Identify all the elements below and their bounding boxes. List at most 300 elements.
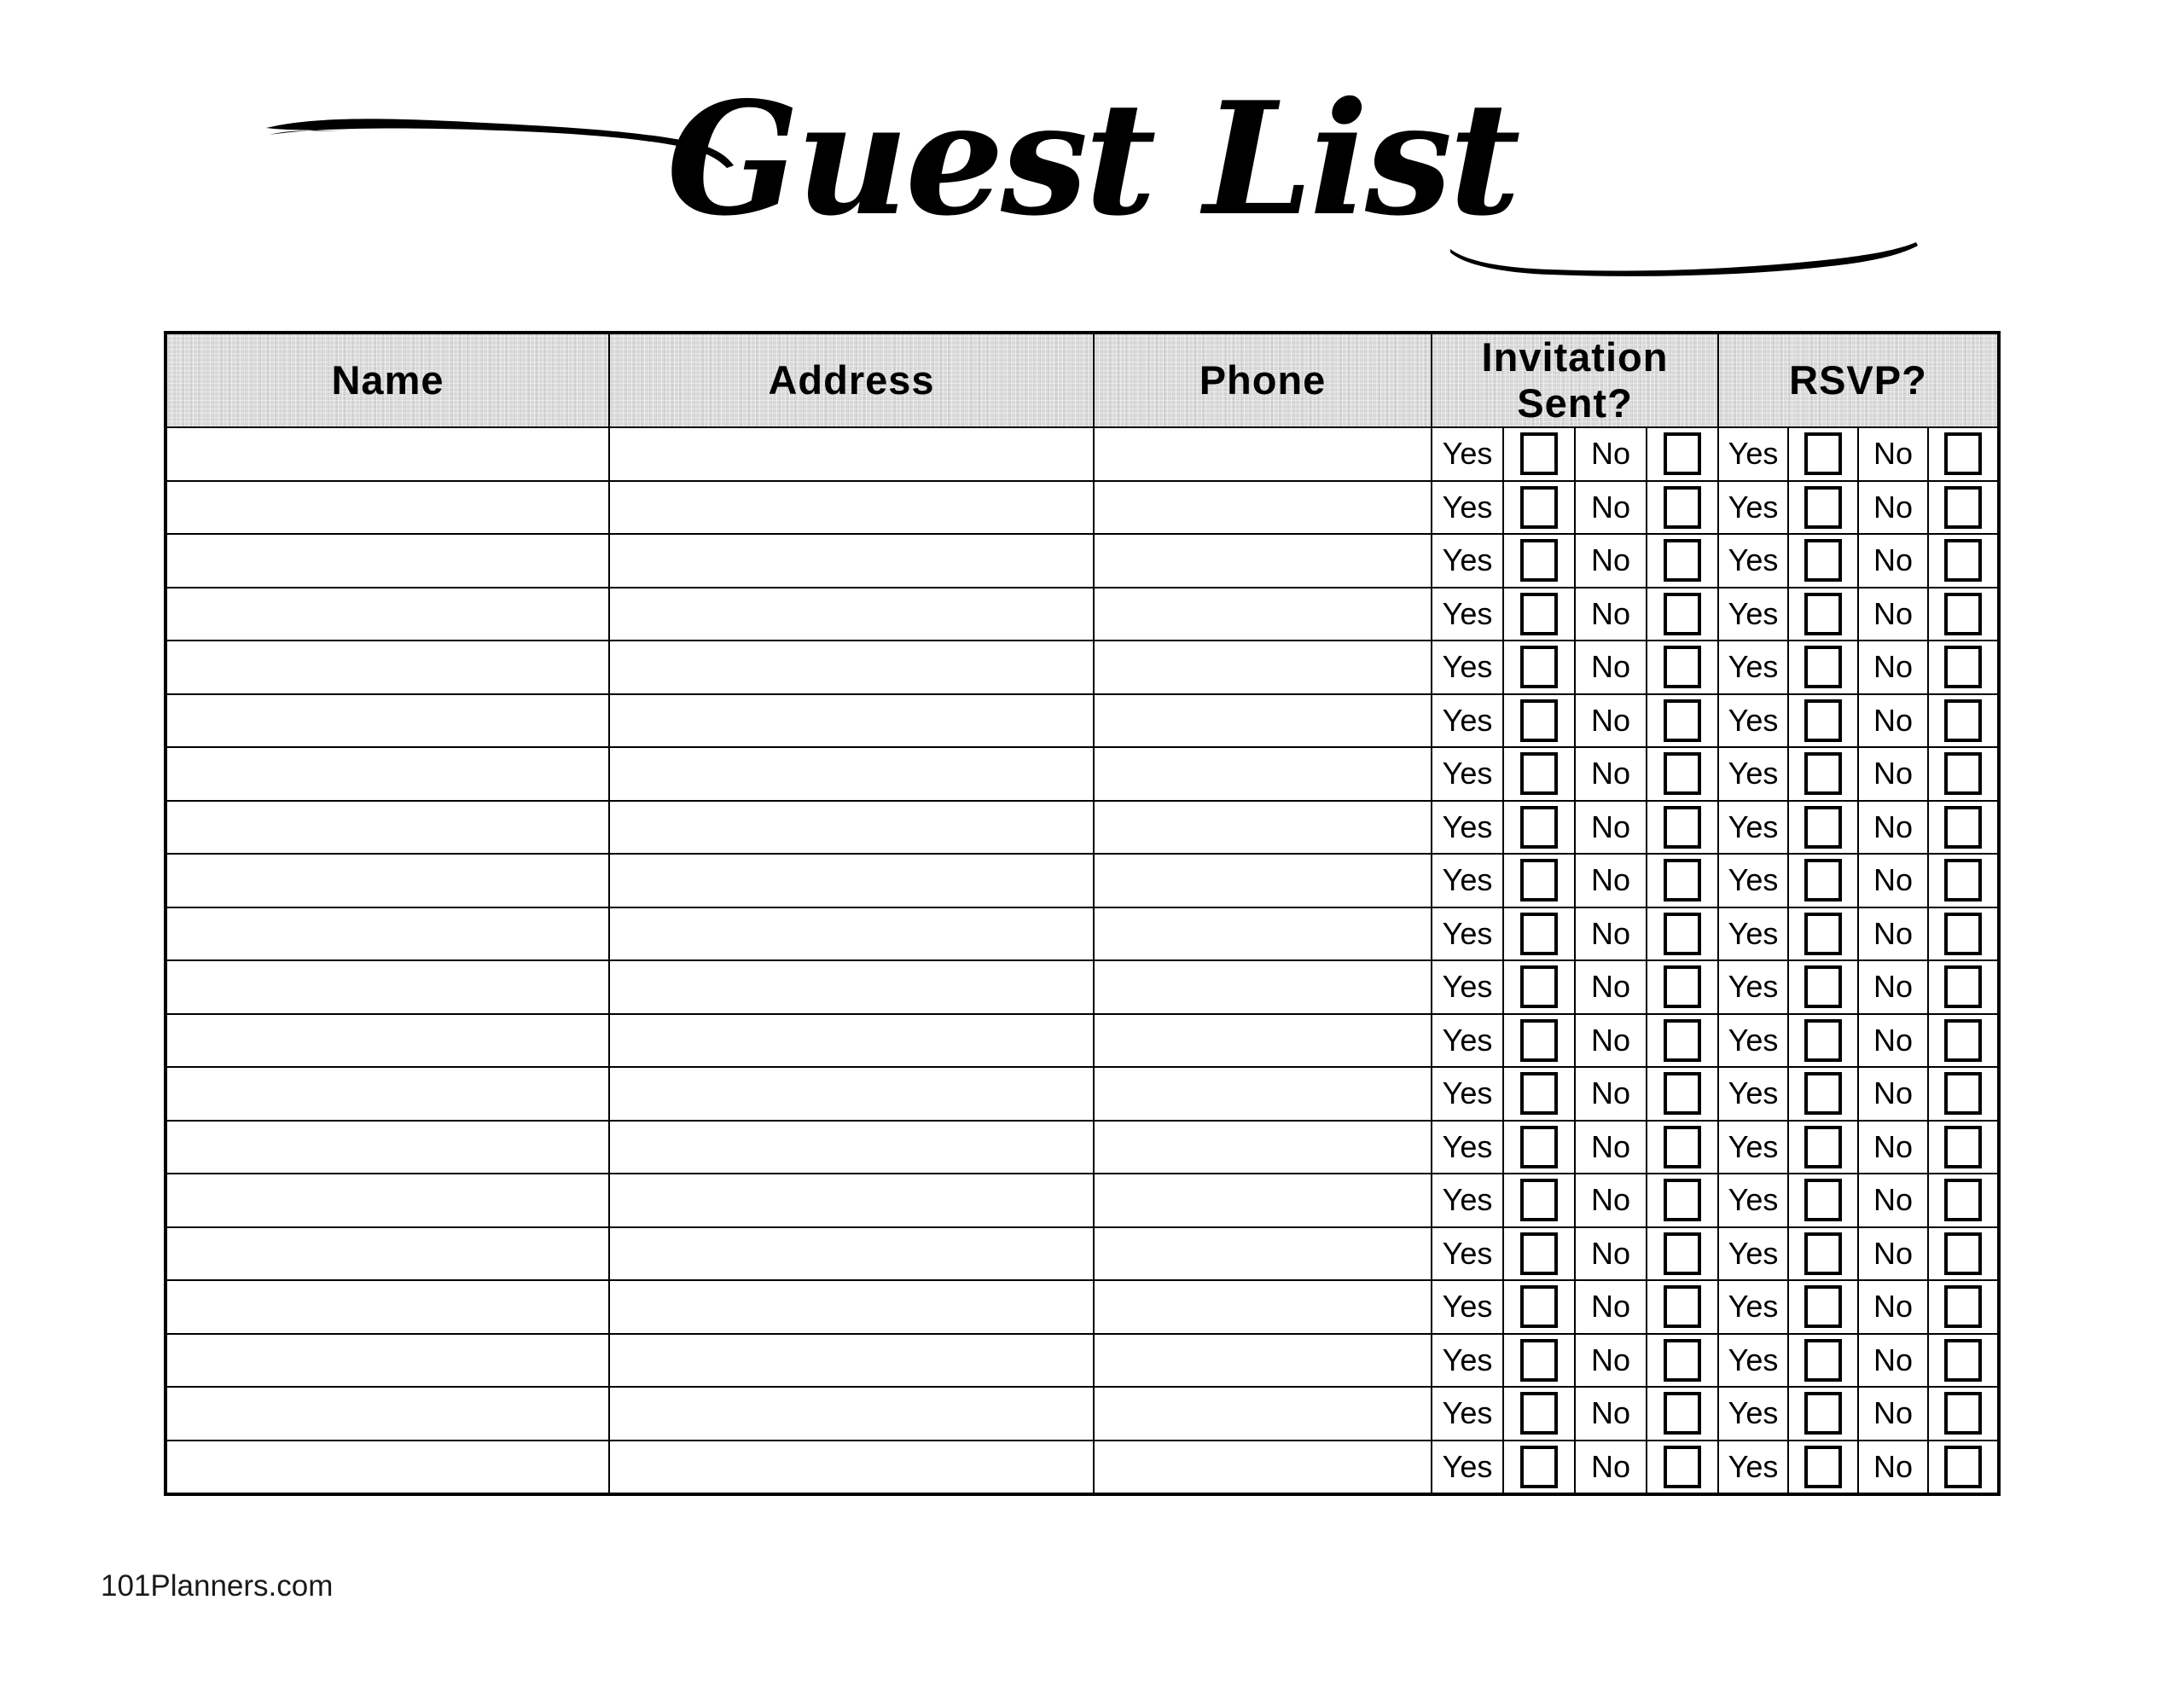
rsvp-no-checkbox[interactable] — [1944, 1285, 1982, 1328]
address-cell[interactable] — [609, 1441, 1094, 1495]
rsvp-yes-checkbox[interactable] — [1804, 913, 1842, 955]
rsvp-yes-label: Yes — [1718, 641, 1788, 694]
invitation-yes-checkbox[interactable] — [1520, 646, 1558, 688]
rsvp-yes-label: Yes — [1718, 747, 1788, 801]
invitation-no-checkbox[interactable] — [1664, 1179, 1701, 1221]
rsvp-no-checkbox[interactable] — [1944, 486, 1982, 529]
name-cell[interactable] — [166, 1014, 609, 1068]
address-cell[interactable] — [609, 1227, 1094, 1281]
invitation-no-cell — [1647, 1014, 1718, 1068]
address-cell[interactable] — [609, 1174, 1094, 1227]
rsvp-yes-checkbox[interactable] — [1804, 539, 1842, 582]
name-cell[interactable] — [166, 1441, 609, 1495]
invitation-yes-label: Yes — [1432, 1441, 1503, 1495]
rsvp-no-checkbox[interactable] — [1944, 859, 1982, 901]
invitation-yes-cell — [1503, 1334, 1575, 1388]
rsvp-no-checkbox[interactable] — [1944, 699, 1982, 742]
rsvp-no-label: No — [1858, 1067, 1928, 1121]
rsvp-no-label: No — [1858, 854, 1928, 907]
rsvp-no-cell — [1928, 427, 1999, 481]
rsvp-no-label: No — [1858, 694, 1928, 748]
rsvp-yes-label: Yes — [1718, 1334, 1788, 1388]
invitation-no-cell — [1647, 1121, 1718, 1174]
rsvp-yes-checkbox[interactable] — [1804, 1019, 1842, 1062]
address-cell[interactable] — [609, 694, 1094, 748]
invitation-yes-label: Yes — [1432, 427, 1503, 481]
name-cell[interactable] — [166, 588, 609, 641]
invitation-no-label: No — [1575, 1121, 1647, 1174]
invitation-no-label: No — [1575, 694, 1647, 748]
rsvp-yes-label: Yes — [1718, 1280, 1788, 1334]
name-cell[interactable] — [166, 801, 609, 855]
rsvp-yes-cell — [1788, 694, 1858, 748]
address-cell[interactable] — [609, 1334, 1094, 1388]
guest-row — [166, 960, 1999, 1014]
rsvp-no-cell — [1928, 801, 1999, 855]
rsvp-no-label: No — [1858, 960, 1928, 1014]
invitation-no-cell — [1647, 1334, 1718, 1388]
address-cell[interactable] — [609, 641, 1094, 694]
rsvp-yes-cell — [1788, 907, 1858, 961]
rsvp-yes-checkbox[interactable] — [1804, 1126, 1842, 1168]
rsvp-no-label: No — [1858, 588, 1928, 641]
invitation-yes-checkbox[interactable] — [1520, 1179, 1558, 1221]
rsvp-yes-checkbox[interactable] — [1804, 1446, 1842, 1488]
phone-cell[interactable] — [1094, 481, 1432, 535]
name-cell[interactable] — [166, 1067, 609, 1121]
invitation-yes-label: Yes — [1432, 1067, 1503, 1121]
invitation-yes-checkbox[interactable] — [1520, 965, 1558, 1008]
invitation-no-checkbox[interactable] — [1664, 1232, 1701, 1275]
rsvp-no-checkbox[interactable] — [1944, 593, 1982, 635]
phone-cell[interactable] — [1094, 960, 1432, 1014]
invitation-yes-label: Yes — [1432, 534, 1503, 588]
invitation-yes-checkbox[interactable] — [1520, 1392, 1558, 1435]
rsvp-no-checkbox[interactable] — [1944, 1126, 1982, 1168]
invitation-no-checkbox[interactable] — [1664, 646, 1701, 688]
rsvp-yes-cell — [1788, 1441, 1858, 1495]
invitation-no-label: No — [1575, 1067, 1647, 1121]
address-cell[interactable] — [609, 427, 1094, 481]
invitation-yes-label: Yes — [1432, 1280, 1503, 1334]
rsvp-yes-label: Yes — [1718, 960, 1788, 1014]
rsvp-yes-cell — [1788, 427, 1858, 481]
guest-row — [166, 694, 1999, 748]
rsvp-yes-cell — [1788, 588, 1858, 641]
name-cell[interactable] — [166, 641, 609, 694]
rsvp-no-checkbox[interactable] — [1944, 1072, 1982, 1115]
rsvp-no-cell — [1928, 1014, 1999, 1068]
rsvp-yes-checkbox[interactable] — [1804, 1072, 1842, 1115]
name-cell[interactable] — [166, 1174, 609, 1227]
rsvp-yes-label: Yes — [1718, 801, 1788, 855]
phone-cell[interactable] — [1094, 1334, 1432, 1388]
rsvp-no-checkbox[interactable] — [1944, 1019, 1982, 1062]
rsvp-no-label: No — [1858, 907, 1928, 961]
rsvp-no-checkbox[interactable] — [1944, 539, 1982, 582]
rsvp-no-checkbox[interactable] — [1944, 1392, 1982, 1435]
invitation-yes-cell — [1503, 534, 1575, 588]
phone-cell[interactable] — [1094, 1441, 1432, 1495]
rsvp-no-checkbox[interactable] — [1944, 1179, 1982, 1221]
rsvp-no-label: No — [1858, 1441, 1928, 1495]
invitation-no-cell — [1647, 907, 1718, 961]
rsvp-no-label: No — [1858, 1014, 1928, 1068]
name-cell[interactable] — [166, 427, 609, 481]
name-cell[interactable] — [166, 1334, 609, 1388]
invitation-no-label: No — [1575, 907, 1647, 961]
rsvp-no-cell — [1928, 641, 1999, 694]
name-cell[interactable] — [166, 854, 609, 907]
header-address: Address — [609, 333, 1094, 427]
invitation-no-cell — [1647, 1174, 1718, 1227]
header-rsvp: RSVP? — [1718, 333, 1999, 427]
invitation-yes-checkbox[interactable] — [1520, 806, 1558, 849]
name-cell[interactable] — [166, 1227, 609, 1281]
rsvp-yes-label: Yes — [1718, 481, 1788, 535]
invitation-yes-cell — [1503, 1280, 1575, 1334]
invitation-no-checkbox[interactable] — [1664, 1126, 1701, 1168]
invitation-no-checkbox[interactable] — [1664, 593, 1701, 635]
invitation-no-label: No — [1575, 534, 1647, 588]
guest-row — [166, 588, 1999, 641]
invitation-yes-cell — [1503, 1387, 1575, 1441]
rsvp-no-label: No — [1858, 1334, 1928, 1388]
rsvp-yes-checkbox[interactable] — [1804, 699, 1842, 742]
rsvp-no-cell — [1928, 481, 1999, 535]
invitation-yes-cell — [1503, 801, 1575, 855]
phone-cell[interactable] — [1094, 1387, 1432, 1441]
address-cell[interactable] — [609, 481, 1094, 535]
invitation-yes-checkbox[interactable] — [1520, 1019, 1558, 1062]
rsvp-yes-label: Yes — [1718, 694, 1788, 748]
invitation-no-label: No — [1575, 801, 1647, 855]
invitation-yes-cell — [1503, 1014, 1575, 1068]
invitation-yes-label: Yes — [1432, 907, 1503, 961]
invitation-yes-label: Yes — [1432, 1174, 1503, 1227]
invitation-no-label: No — [1575, 1441, 1647, 1495]
rsvp-yes-label: Yes — [1718, 534, 1788, 588]
rsvp-yes-checkbox[interactable] — [1804, 646, 1842, 688]
rsvp-yes-cell — [1788, 1174, 1858, 1227]
invitation-no-cell — [1647, 801, 1718, 855]
rsvp-yes-label: Yes — [1718, 907, 1788, 961]
rsvp-yes-label: Yes — [1718, 854, 1788, 907]
rsvp-no-cell — [1928, 534, 1999, 588]
guest-row — [166, 1067, 1999, 1121]
address-cell[interactable] — [609, 1014, 1094, 1068]
invitation-no-label: No — [1575, 960, 1647, 1014]
rsvp-yes-label: Yes — [1718, 1121, 1788, 1174]
invitation-no-label: No — [1575, 1174, 1647, 1227]
guest-row — [166, 1174, 1999, 1227]
invitation-yes-label: Yes — [1432, 747, 1503, 801]
invitation-yes-cell — [1503, 588, 1575, 641]
rsvp-no-label: No — [1858, 1227, 1928, 1281]
address-cell[interactable] — [609, 1280, 1094, 1334]
rsvp-yes-checkbox[interactable] — [1804, 486, 1842, 529]
guest-row — [166, 534, 1999, 588]
phone-cell[interactable] — [1094, 1067, 1432, 1121]
title-section — [0, 0, 2184, 324]
rsvp-yes-checkbox[interactable] — [1804, 965, 1842, 1008]
rsvp-yes-cell — [1788, 1121, 1858, 1174]
invitation-yes-label: Yes — [1432, 1014, 1503, 1068]
rsvp-yes-cell — [1788, 1280, 1858, 1334]
rsvp-no-checkbox[interactable] — [1944, 965, 1982, 1008]
rsvp-yes-checkbox[interactable] — [1804, 752, 1842, 795]
invitation-no-cell — [1647, 534, 1718, 588]
site-credit: 101Planners.com — [101, 1569, 334, 1603]
invitation-yes-label: Yes — [1432, 641, 1503, 694]
guest-row — [166, 641, 1999, 694]
rsvp-yes-cell — [1788, 801, 1858, 855]
rsvp-no-label: No — [1858, 801, 1928, 855]
right-flourish-icon — [1449, 223, 1920, 278]
invitation-no-checkbox[interactable] — [1664, 1446, 1701, 1488]
invitation-no-checkbox[interactable] — [1664, 859, 1701, 901]
invitation-yes-label: Yes — [1432, 960, 1503, 1014]
rsvp-no-label: No — [1858, 534, 1928, 588]
invitation-yes-label: Yes — [1432, 1227, 1503, 1281]
rsvp-yes-label: Yes — [1718, 1067, 1788, 1121]
phone-cell[interactable] — [1094, 641, 1432, 694]
table-body — [166, 427, 1999, 1494]
rsvp-no-cell — [1928, 1334, 1999, 1388]
name-cell[interactable] — [166, 1121, 609, 1174]
phone-cell[interactable] — [1094, 1121, 1432, 1174]
guest-row — [166, 1387, 1999, 1441]
invitation-no-cell — [1647, 588, 1718, 641]
invitation-no-label: No — [1575, 641, 1647, 694]
rsvp-no-cell — [1928, 907, 1999, 961]
rsvp-no-cell — [1928, 694, 1999, 748]
address-cell[interactable] — [609, 801, 1094, 855]
rsvp-no-checkbox[interactable] — [1944, 1446, 1982, 1488]
invitation-yes-cell — [1503, 1174, 1575, 1227]
invitation-no-checkbox[interactable] — [1664, 1392, 1701, 1435]
rsvp-no-checkbox[interactable] — [1944, 752, 1982, 795]
invitation-yes-checkbox[interactable] — [1520, 859, 1558, 901]
page-title: Guest List — [666, 67, 1518, 250]
phone-cell[interactable] — [1094, 427, 1432, 481]
invitation-no-label: No — [1575, 588, 1647, 641]
invitation-yes-checkbox[interactable] — [1520, 486, 1558, 529]
invitation-no-checkbox[interactable] — [1664, 539, 1701, 582]
invitation-yes-cell — [1503, 641, 1575, 694]
rsvp-yes-checkbox[interactable] — [1804, 1179, 1842, 1221]
guest-row — [166, 1121, 1999, 1174]
invitation-yes-cell — [1503, 1441, 1575, 1495]
rsvp-no-cell — [1928, 747, 1999, 801]
rsvp-no-label: No — [1858, 1121, 1928, 1174]
rsvp-yes-checkbox[interactable] — [1804, 1232, 1842, 1275]
phone-cell[interactable] — [1094, 907, 1432, 961]
address-cell[interactable] — [609, 534, 1094, 588]
address-cell[interactable] — [609, 907, 1094, 961]
invitation-no-label: No — [1575, 481, 1647, 535]
rsvp-no-cell — [1928, 588, 1999, 641]
rsvp-yes-checkbox[interactable] — [1804, 859, 1842, 901]
invitation-no-cell — [1647, 694, 1718, 748]
rsvp-no-cell — [1928, 1280, 1999, 1334]
guest-row — [166, 481, 1999, 535]
phone-cell[interactable] — [1094, 534, 1432, 588]
header-name: Name — [166, 333, 609, 427]
header-invitation-sent: Invitation Sent? — [1432, 333, 1718, 427]
guest-row — [166, 427, 1999, 481]
invitation-no-label: No — [1575, 1014, 1647, 1068]
phone-cell[interactable] — [1094, 694, 1432, 748]
invitation-no-cell — [1647, 1387, 1718, 1441]
address-cell[interactable] — [609, 1121, 1094, 1174]
guest-row — [166, 1227, 1999, 1281]
rsvp-no-label: No — [1858, 641, 1928, 694]
invitation-yes-checkbox[interactable] — [1520, 1072, 1558, 1115]
rsvp-yes-cell — [1788, 960, 1858, 1014]
invitation-no-checkbox[interactable] — [1664, 432, 1701, 475]
rsvp-no-cell — [1928, 854, 1999, 907]
rsvp-no-label: No — [1858, 1387, 1928, 1441]
invitation-yes-checkbox[interactable] — [1520, 1232, 1558, 1275]
rsvp-yes-label: Yes — [1718, 1441, 1788, 1495]
invitation-no-label: No — [1575, 1227, 1647, 1281]
invitation-yes-checkbox[interactable] — [1520, 1339, 1558, 1382]
invitation-no-checkbox[interactable] — [1664, 752, 1701, 795]
rsvp-yes-label: Yes — [1718, 1174, 1788, 1227]
invitation-no-cell — [1647, 1067, 1718, 1121]
rsvp-no-checkbox[interactable] — [1944, 646, 1982, 688]
invitation-no-checkbox[interactable] — [1664, 806, 1701, 849]
rsvp-yes-label: Yes — [1718, 588, 1788, 641]
rsvp-yes-label: Yes — [1718, 427, 1788, 481]
invitation-yes-checkbox[interactable] — [1520, 752, 1558, 795]
address-cell[interactable] — [609, 747, 1094, 801]
name-cell[interactable] — [166, 534, 609, 588]
invitation-no-label: No — [1575, 747, 1647, 801]
rsvp-yes-checkbox[interactable] — [1804, 1392, 1842, 1435]
rsvp-no-checkbox[interactable] — [1944, 432, 1982, 475]
phone-cell[interactable] — [1094, 1174, 1432, 1227]
name-cell[interactable] — [166, 747, 609, 801]
invitation-no-checkbox[interactable] — [1664, 913, 1701, 955]
name-cell[interactable] — [166, 1387, 609, 1441]
rsvp-yes-cell — [1788, 534, 1858, 588]
name-cell[interactable] — [166, 960, 609, 1014]
rsvp-no-label: No — [1858, 427, 1928, 481]
invitation-yes-checkbox[interactable] — [1520, 699, 1558, 742]
phone-cell[interactable] — [1094, 588, 1432, 641]
invitation-no-checkbox[interactable] — [1664, 1339, 1701, 1382]
guest-row — [166, 907, 1999, 961]
invitation-yes-checkbox[interactable] — [1520, 1285, 1558, 1328]
guest-row — [166, 1441, 1999, 1495]
rsvp-yes-checkbox[interactable] — [1804, 1285, 1842, 1328]
rsvp-no-checkbox[interactable] — [1944, 1339, 1982, 1382]
invitation-yes-cell — [1503, 481, 1575, 535]
invitation-yes-label: Yes — [1432, 1387, 1503, 1441]
phone-cell[interactable] — [1094, 747, 1432, 801]
invitation-yes-checkbox[interactable] — [1520, 1446, 1558, 1488]
guest-list-table — [164, 331, 2001, 1496]
rsvp-yes-cell — [1788, 747, 1858, 801]
invitation-no-checkbox[interactable] — [1664, 486, 1701, 529]
rsvp-yes-cell — [1788, 1067, 1858, 1121]
invitation-yes-checkbox[interactable] — [1520, 913, 1558, 955]
address-cell[interactable] — [609, 1387, 1094, 1441]
name-cell[interactable] — [166, 907, 609, 961]
invitation-yes-label: Yes — [1432, 1334, 1503, 1388]
invitation-yes-checkbox[interactable] — [1520, 432, 1558, 475]
invitation-no-checkbox[interactable] — [1664, 1072, 1701, 1115]
rsvp-no-cell — [1928, 1387, 1999, 1441]
invitation-no-checkbox[interactable] — [1664, 965, 1701, 1008]
rsvp-yes-checkbox[interactable] — [1804, 593, 1842, 635]
invitation-no-cell — [1647, 641, 1718, 694]
address-cell[interactable] — [609, 1067, 1094, 1121]
rsvp-no-cell — [1928, 1441, 1999, 1495]
rsvp-yes-cell — [1788, 1014, 1858, 1068]
invitation-yes-cell — [1503, 1227, 1575, 1281]
rsvp-yes-checkbox[interactable] — [1804, 432, 1842, 475]
address-cell[interactable] — [609, 854, 1094, 907]
name-cell[interactable] — [166, 1280, 609, 1334]
rsvp-no-label: No — [1858, 481, 1928, 535]
invitation-yes-label: Yes — [1432, 854, 1503, 907]
phone-cell[interactable] — [1094, 854, 1432, 907]
rsvp-no-cell — [1928, 1067, 1999, 1121]
guest-row — [166, 854, 1999, 907]
phone-cell[interactable] — [1094, 801, 1432, 855]
rsvp-no-checkbox[interactable] — [1944, 1232, 1982, 1275]
rsvp-yes-cell — [1788, 641, 1858, 694]
invitation-yes-checkbox[interactable] — [1520, 593, 1558, 635]
name-cell[interactable] — [166, 694, 609, 748]
rsvp-no-cell — [1928, 1121, 1999, 1174]
rsvp-yes-cell — [1788, 1387, 1858, 1441]
guest-row — [166, 1280, 1999, 1334]
rsvp-no-label: No — [1858, 1280, 1928, 1334]
rsvp-no-checkbox[interactable] — [1944, 913, 1982, 955]
rsvp-yes-cell — [1788, 854, 1858, 907]
invitation-yes-cell — [1503, 427, 1575, 481]
rsvp-no-cell — [1928, 1174, 1999, 1227]
address-cell[interactable] — [609, 960, 1094, 1014]
invitation-yes-label: Yes — [1432, 1121, 1503, 1174]
invitation-yes-cell — [1503, 907, 1575, 961]
invitation-yes-checkbox[interactable] — [1520, 1126, 1558, 1168]
invitation-no-cell — [1647, 427, 1718, 481]
invitation-yes-checkbox[interactable] — [1520, 539, 1558, 582]
invitation-no-cell — [1647, 1280, 1718, 1334]
invitation-no-checkbox[interactable] — [1664, 1285, 1701, 1328]
invitation-yes-cell — [1503, 1121, 1575, 1174]
invitation-no-label: No — [1575, 1334, 1647, 1388]
invitation-no-checkbox[interactable] — [1664, 699, 1701, 742]
invitation-no-checkbox[interactable] — [1664, 1019, 1701, 1062]
phone-cell[interactable] — [1094, 1227, 1432, 1281]
phone-cell[interactable] — [1094, 1280, 1432, 1334]
rsvp-yes-checkbox[interactable] — [1804, 806, 1842, 849]
rsvp-yes-checkbox[interactable] — [1804, 1339, 1842, 1382]
address-cell[interactable] — [609, 588, 1094, 641]
invitation-no-label: No — [1575, 1387, 1647, 1441]
name-cell[interactable] — [166, 481, 609, 535]
rsvp-no-checkbox[interactable] — [1944, 806, 1982, 849]
invitation-no-cell — [1647, 1227, 1718, 1281]
rsvp-yes-cell — [1788, 1334, 1858, 1388]
phone-cell[interactable] — [1094, 1014, 1432, 1068]
